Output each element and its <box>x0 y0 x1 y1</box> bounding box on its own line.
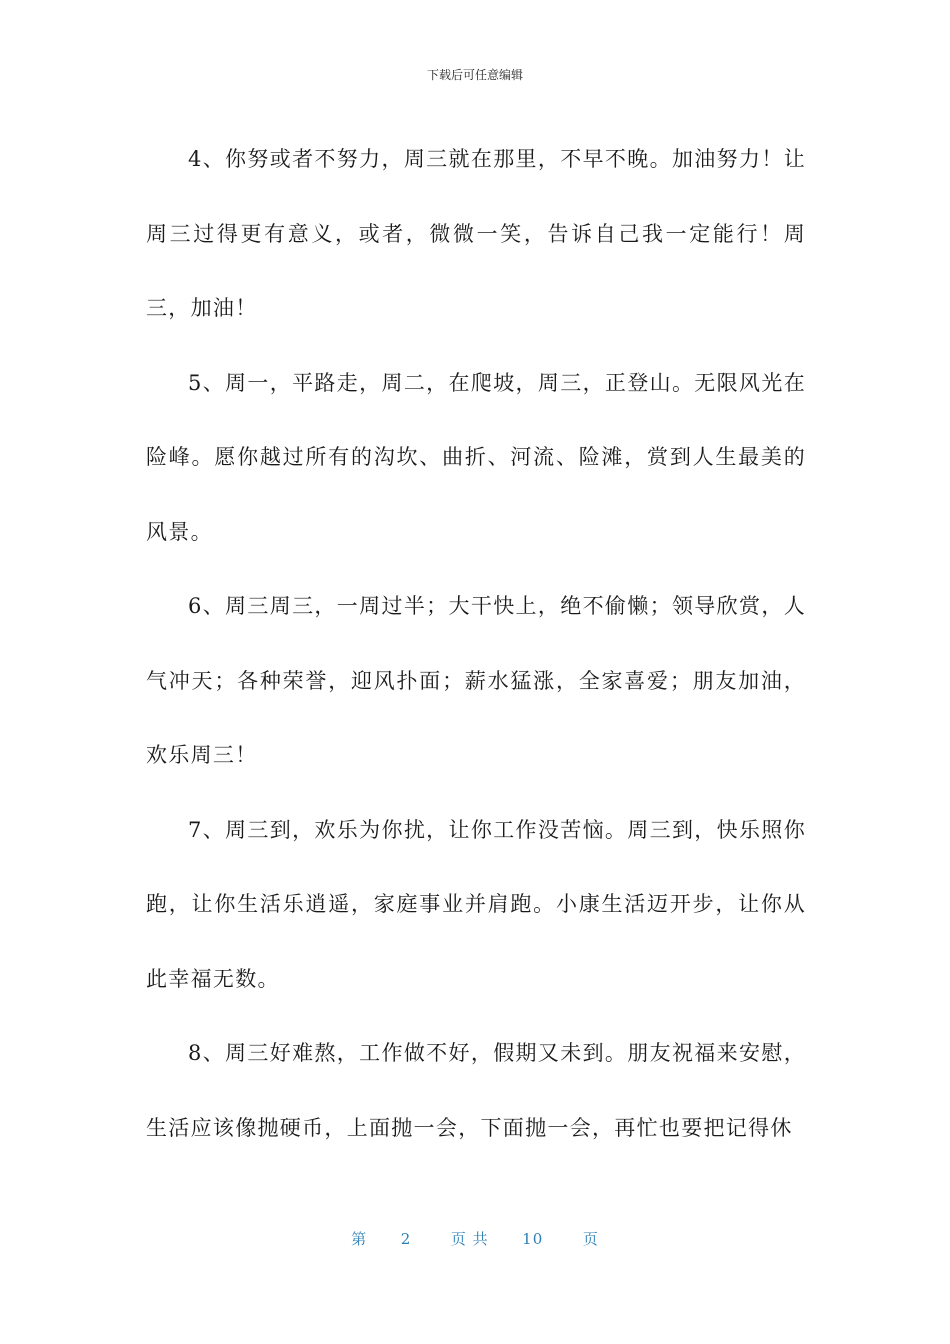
paragraph-7: 7、周三到，欢乐为你扰，让你工作没苦恼。周三到，快乐照你跑，让你生活乐逍遥，家庭事业并肩跑。小康生活迈开步，让你从此幸福无数。 <box>146 817 806 991</box>
footer-middle: 页 共 <box>450 1230 489 1248</box>
page-header <box>0 66 950 83</box>
paragraph-6: 6、周三周三，一周过半；大干快上，绝不偷懒；领导欣赏，人气冲天；各种荣誉，迎风扑面；薪水猛涨，全家喜爱；朋友加油，欢乐周三！ <box>146 594 806 767</box>
footer-total-pages: 10 <box>522 1230 544 1248</box>
document-body <box>146 122 806 1165</box>
footer-current-page: 2 <box>400 1230 412 1248</box>
paragraph-8: 8、周三好难熬，工作做不好，假期又未到。朋友祝福来安慰，生活应该像抛硬币，上面抛一会，下面抛一会，再忙也要把记得休 <box>146 1041 806 1140</box>
footer-prefix: 第 <box>351 1230 368 1248</box>
paragraph-5: 5、周一，平路走，周二，在爬坡，周三，正登山。无限风光在险峰。愿你越过所有的沟坎、曲折、河流、险滩，赏到人生最美的风景。 <box>146 370 806 544</box>
header-note: 下载后可任意编辑 <box>426 68 523 82</box>
paragraph-4: 4、你努或者不努力，周三就在那里，不早不晚。加油努力！让周三过得更有意义，或者，微微一笑，告诉自己我一定能行！周三，加油！ <box>146 147 806 320</box>
footer-suffix: 页 <box>582 1230 599 1248</box>
page-footer <box>0 1228 950 1249</box>
